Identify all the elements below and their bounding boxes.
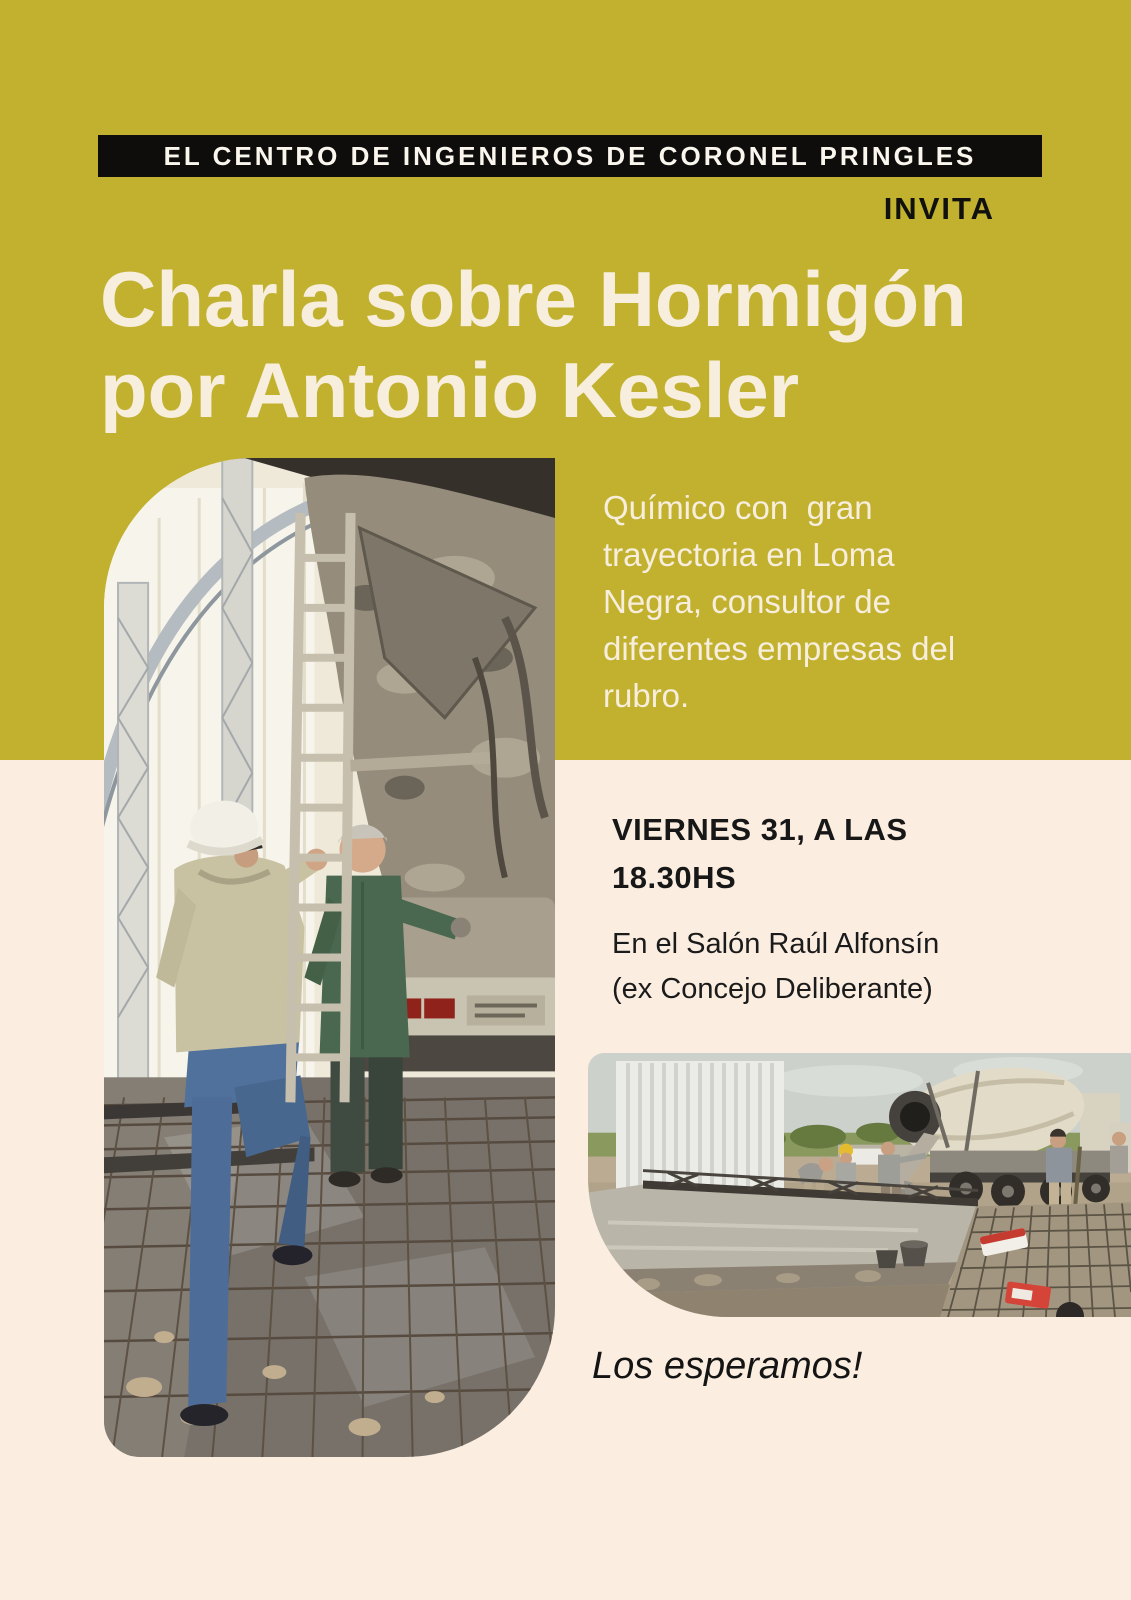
speaker-bio — [603, 484, 1043, 719]
organization-banner — [98, 135, 1042, 177]
left-photo-mixer-truck-workers — [104, 458, 555, 1457]
invita-label: INVITA — [883, 191, 995, 226]
right-photo-concrete-pour — [588, 1053, 1131, 1317]
speaker-bio-line: Químico con gran — [603, 489, 873, 526]
speaker-bio-line: rubro. — [603, 677, 690, 714]
right-photo-illustration — [588, 1053, 1131, 1317]
poster-title — [100, 254, 1060, 436]
event-datetime-line-2: 18.30HS — [612, 860, 737, 895]
poster-title-line-2: por Antonio Kesler — [100, 346, 800, 434]
event-venue-line-1: En el Salón Raúl Alfonsín — [612, 928, 940, 960]
event-venue-line-2: (ex Concejo Deliberante) — [612, 973, 933, 1005]
speaker-bio-line: trayectoria en Loma — [603, 536, 895, 573]
speaker-bio-line: Negra, consultor de — [603, 583, 891, 620]
speaker-bio-line: diferentes empresas del — [603, 630, 956, 667]
left-photo-illustration — [104, 458, 555, 1457]
poster-title-line-1: Charla sobre Hormigón — [100, 255, 967, 343]
event-datetime-line-1: VIERNES 31, A LAS — [612, 812, 908, 847]
event-venue — [612, 922, 1042, 1012]
organization-banner-text: EL CENTRO DE INGENIEROS DE CORONEL PRINGLES — [163, 140, 977, 171]
closing-text: Los esperamos! — [592, 1345, 863, 1387]
event-datetime — [612, 806, 1032, 902]
